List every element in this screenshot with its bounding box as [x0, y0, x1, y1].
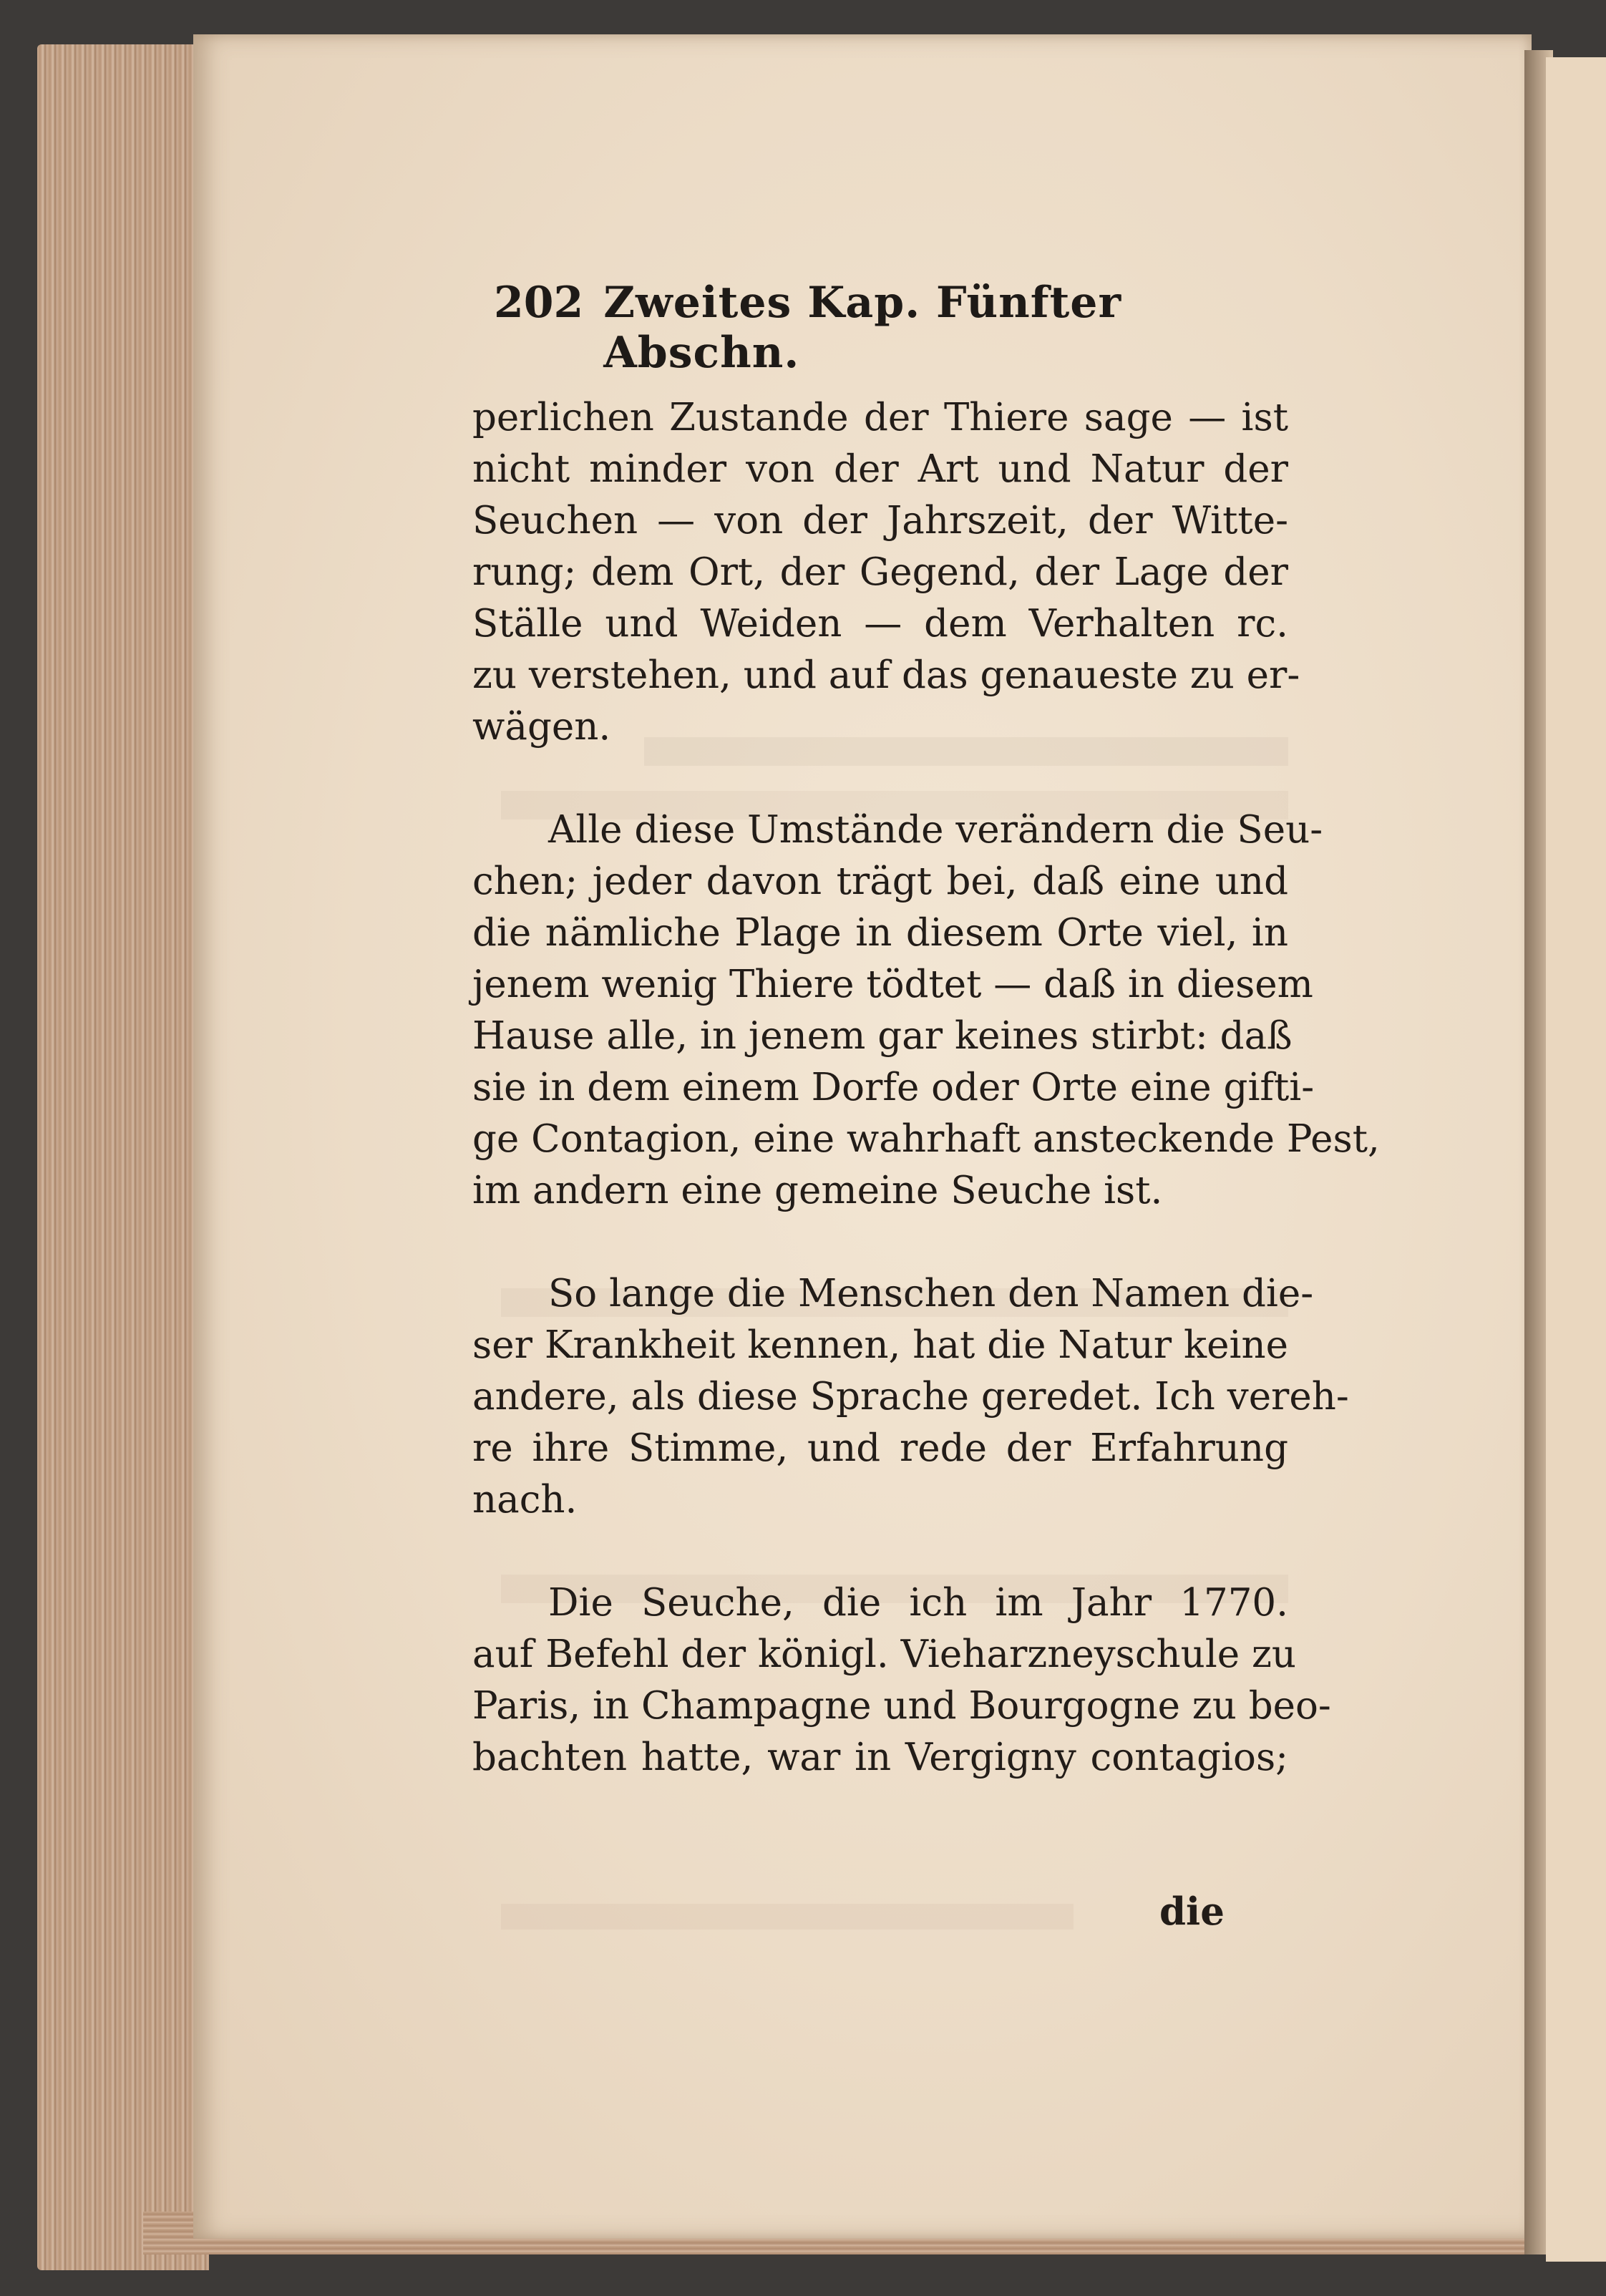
catchword: die: [1159, 1889, 1225, 1934]
paragraph-2: [472, 804, 1380, 1217]
page-body: [472, 392, 1380, 1784]
page-header: [494, 278, 1281, 378]
paragraph-4: [472, 1577, 1331, 1784]
text-line: ge Contagion, eine wahrhaft ansteckende Pest,: [472, 1117, 1380, 1161]
text-line: wägen.: [472, 705, 611, 749]
text-line: nicht minder von der Art und Natur der: [472, 447, 1288, 491]
text-line: perlichen Zustande der Thiere sage — ist: [472, 396, 1288, 439]
text-line: Seuchen — von der Jahrszeit, der Witte-: [472, 499, 1288, 543]
text-line: im andern eine gemeine Seuche ist.: [472, 1169, 1163, 1212]
bleed-through-5: [501, 1904, 1074, 1930]
text-line: bachten hatte, war in Vergigny contagios;: [472, 1736, 1288, 1779]
text-line: rung; dem Ort, der Gegend, der Lage der: [472, 550, 1288, 594]
text-line: zu verstehen, und auf das genaueste zu er-: [472, 653, 1300, 697]
text-line: Paris, in Champagne und Bourgogne zu beo-: [472, 1684, 1331, 1728]
text-line: andere, als diese Sprache geredet. Ich vereh-: [472, 1375, 1349, 1419]
text-line: Die Seuche, die ich im Jahr 1770.: [548, 1581, 1288, 1625]
text-line: Ställe und Weiden — dem Verhalten rc.: [472, 602, 1288, 646]
text-line: auf Befehl der königl. Vieharzneyschule zu: [472, 1633, 1297, 1676]
running-head: Zweites Kap. Fünfter Abschn.: [603, 278, 1122, 378]
text-line: nach.: [472, 1478, 578, 1522]
text-line: chen; jeder davon trägt bei, daß eine und: [472, 860, 1288, 903]
text-line: ser Krankheit kennen, hat die Natur keine: [472, 1323, 1288, 1367]
text-line: jenem wenig Thiere tödtet — daß in diesem: [472, 963, 1313, 1006]
text-line: Hause alle, in jenem gar keines stirbt: daß: [472, 1014, 1293, 1058]
facing-page-edge: [1546, 57, 1606, 2262]
text-line: So lange die Menschen den Namen die-: [548, 1272, 1314, 1315]
text-line: Alle diese Umstände verändern die Seu-: [548, 808, 1323, 852]
text-line: re ihre Stimme, und rede der Erfahrung: [472, 1426, 1288, 1470]
paragraph-1: [472, 392, 1300, 753]
paragraph-3: [472, 1268, 1349, 1526]
text-line: die nämliche Plage in diesem Orte viel, in: [472, 911, 1288, 955]
page-edges-left: [37, 44, 209, 2270]
text-line: sie in dem einem Dorfe oder Orte eine gifti-: [472, 1066, 1315, 1109]
page-number: 202: [494, 278, 584, 328]
